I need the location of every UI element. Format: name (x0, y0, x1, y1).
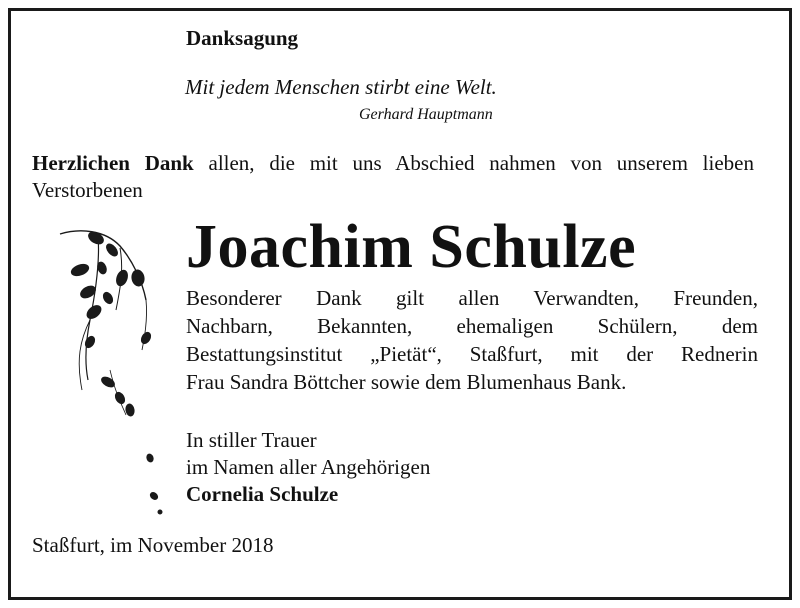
leafy-branch-icon (50, 220, 170, 520)
closing-block (186, 427, 430, 508)
place-date: Staßfurt, im November 2018 (32, 533, 274, 557)
notice-heading: Danksagung (186, 26, 299, 50)
closing-line: In stiller Trauer (186, 428, 317, 452)
thanks-line: Bestattungsinstitut „Pietät“, Staßfurt, mit der Rednerin (186, 342, 758, 366)
intro-paragraph (32, 150, 754, 204)
closing-line: im Namen aller Angehörigen (186, 455, 431, 479)
thanks-line: Nachbarn, Bekannten, ehemaligen Schülern, dem (186, 314, 758, 338)
signer-name: Cornelia Schulze (186, 482, 339, 506)
deceased-name: Joachim Schulze (186, 213, 637, 281)
intro-rest: allen, die mit uns Abschied nahmen von unserem lieben Verstorbenen (32, 151, 754, 202)
quote-author: Gerhard Hauptmann (359, 106, 493, 123)
thanks-line: Frau Sandra Böttcher sowie dem Blumenhaus Bank. (186, 370, 627, 394)
quote-text: Mit jedem Menschen stirbt eine Welt. (185, 75, 497, 99)
thanks-paragraph (186, 284, 758, 396)
intro-strong: Herzlichen Dank (32, 151, 194, 175)
thanks-line: Besonderer Dank gilt allen Verwandten, Freunden, (186, 286, 758, 310)
